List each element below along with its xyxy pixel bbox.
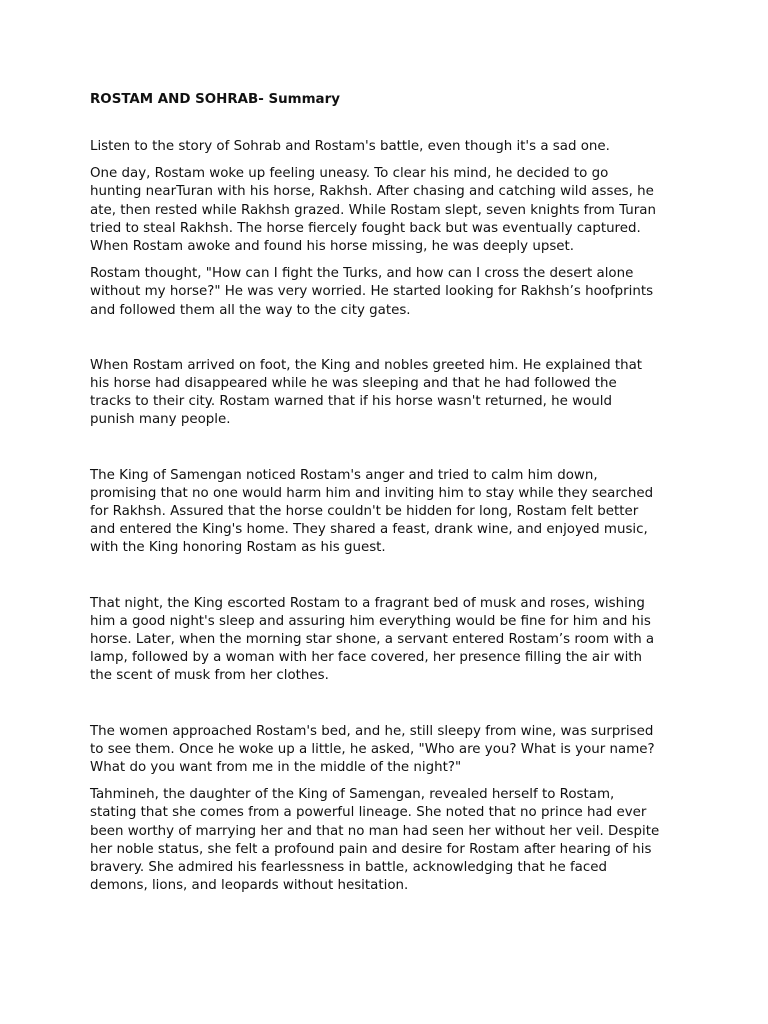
paragraph-line: The women approached Rostam's bed, and he, still sleepy from wine, was surprised (90, 723, 654, 739)
paragraph-line: hunting nearTuran with his horse, Rakhsh. After chasing and catching wild asses, he (90, 184, 654, 200)
paragraph-line: lamp, followed by a woman with her face covered, her presence filling the air with (90, 650, 643, 666)
paragraph-line: the scent of musk from her clothes. (90, 668, 329, 684)
paragraph-line: Tahmineh, the daughter of the King of Samengan, revealed herself to Rostam, (90, 787, 615, 803)
paragraph-line: ate, then rested while Rakhsh grazed. While Rostam slept, seven knights from Turan (90, 202, 656, 218)
paragraph-line: for Rakhsh. Assured that the horse couldn't be hidden for long, Rostam felt better (90, 504, 639, 520)
paragraph-line: to see them. Once he woke up a little, he asked, "Who are you? What is your name? (90, 741, 655, 757)
paragraph (90, 595, 690, 686)
paragraph-line: been worthy of marrying her and that no man had seen her without her veil. Despite (90, 823, 660, 839)
paragraph-line: Listen to the story of Sohrab and Rostam's battle, even though it's a sad one. (90, 139, 610, 154)
paragraph-line: him a good night's sleep and assuring him everything would be fine for him and his (90, 613, 651, 629)
paragraph-line: tracks to their city. Rostam warned that if his horse wasn't returned, he would (90, 394, 612, 410)
paragraph-line: demons, lions, and leopards without hesitation. (90, 878, 409, 894)
document-title: ROSTAM AND SOHRAB- Summary (90, 92, 340, 107)
paragraph (90, 265, 690, 320)
paragraph-line: and followed them all the way to the city gates. (90, 302, 411, 318)
paragraph-line: promising that no one would harm him and inviting him to stay while they searched (90, 485, 654, 501)
paragraph (90, 138, 690, 156)
paragraph-line: bravery. She admired his fearlessness in battle, acknowledging that he faced (90, 860, 607, 876)
paragraph-line: That night, the King escorted Rostam to a fragrant bed of musk and roses, wishing (90, 595, 645, 611)
paragraph (90, 723, 690, 778)
document-body (90, 91, 690, 896)
paragraph-line: tried to steal Rakhsh. The horse fiercely fought back but was eventually captured. (90, 220, 641, 236)
paragraph-line: The King of Samengan noticed Rostam's anger and tried to calm him down, (90, 467, 598, 483)
paragraph (90, 467, 690, 558)
paragraph-line: Rostam thought, "How can I fight the Turks, and how can I cross the desert alone (90, 266, 634, 282)
paragraph-line: What do you want from me in the middle of the night?" (90, 760, 462, 776)
paragraph-line: without my horse?" He was very worried. He started looking for Rakhsh’s hoofprints (90, 284, 654, 300)
paragraph (90, 786, 690, 895)
paragraph-line: his horse had disappeared while he was sleeping and that he had followed the (90, 376, 617, 392)
paragraph-line: When Rostam awoke and found his horse missing, he was deeply upset. (90, 239, 575, 255)
paragraph-line: horse. Later, when the morning star shone, a servant entered Rostam’s room with a (90, 632, 655, 648)
paragraph-line: When Rostam arrived on foot, the King and nobles greeted him. He explained that (90, 357, 643, 373)
paragraph-line: and entered the King's home. They shared a feast, drank wine, and enjoyed music, (90, 522, 648, 538)
paragraph-line: punish many people. (90, 412, 231, 428)
paragraph (90, 357, 690, 430)
paragraph-line: with the King honoring Rostam as his guest. (90, 540, 386, 556)
paragraph-line: One day, Rostam woke up feeling uneasy. To clear his mind, he decided to go (90, 166, 609, 182)
paragraph-line: her noble status, she felt a profound pain and desire for Rostam after hearing of his (90, 841, 652, 857)
paragraph (90, 165, 690, 256)
paragraph-line: stating that she comes from a powerful lineage. She noted that no prince had ever (90, 805, 647, 821)
